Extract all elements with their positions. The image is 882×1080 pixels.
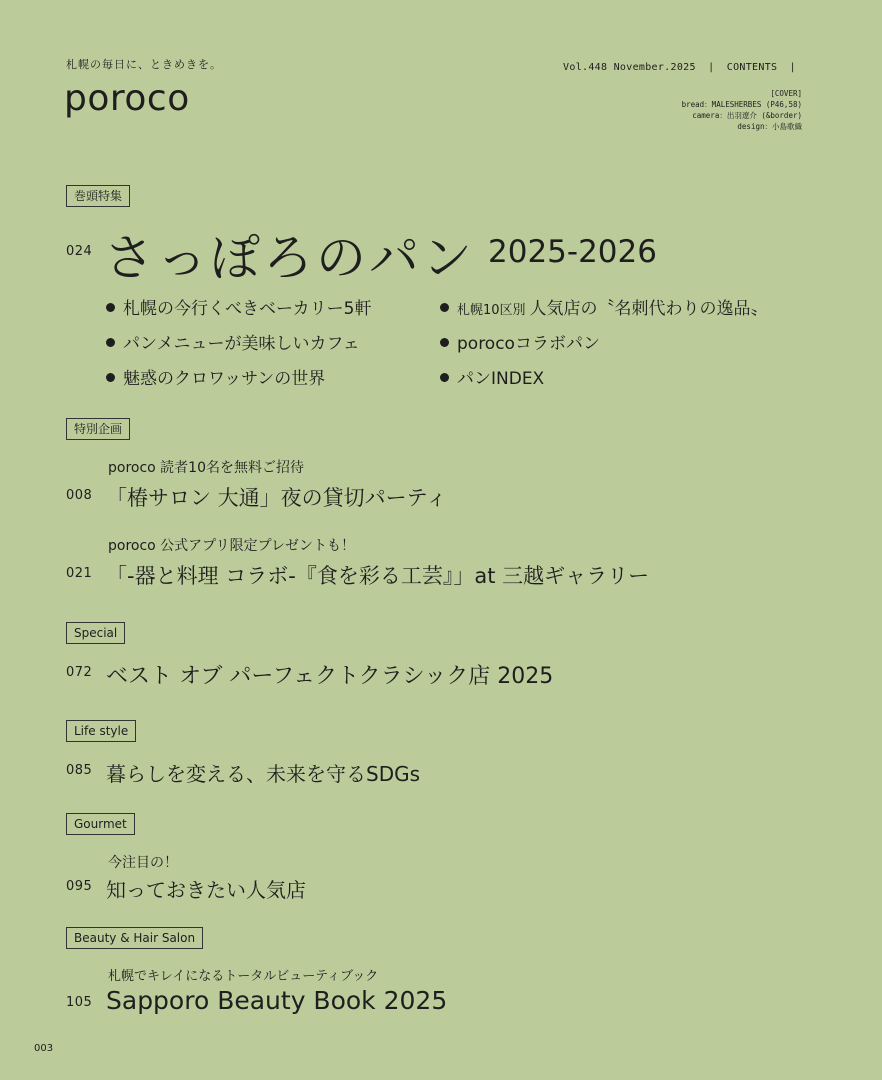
bullet-text: パンメニューが美味しいカフェ bbox=[123, 334, 360, 354]
section-label-feature: 巻頭特集 bbox=[66, 185, 130, 207]
feature-title[interactable]: さっぽろのパン bbox=[104, 229, 475, 287]
article-subtitle: 今注目の！ bbox=[108, 855, 178, 871]
feature-bullet[interactable] bbox=[106, 294, 371, 319]
article-title[interactable]: 知っておきたい人気店 bbox=[106, 878, 306, 902]
credit-line: [COVER] bbox=[770, 89, 802, 98]
article-title[interactable]: 「椿サロン 大通」夜の貸切パーティ bbox=[106, 486, 447, 510]
bullet-text: porocoコラボパン bbox=[457, 334, 600, 354]
feature-year: 2025-2026 bbox=[488, 234, 657, 270]
bullet-icon bbox=[440, 373, 449, 382]
section-label-beauty: Beauty & Hair Salon bbox=[66, 927, 203, 949]
bullet-icon bbox=[106, 373, 115, 382]
bullet-text: 札幌の今行くべきベーカリー5軒 bbox=[123, 299, 372, 319]
tagline: 札幌の毎日に、ときめきを。 bbox=[66, 58, 222, 71]
feature-bullet[interactable] bbox=[440, 364, 544, 389]
cover-credits bbox=[682, 88, 802, 132]
contents-label: CONTENTS bbox=[726, 62, 778, 73]
section-label-gourmet: Gourmet bbox=[66, 813, 135, 835]
article-subtitle: poroco 読者10名を無料ご招待 bbox=[108, 460, 304, 476]
page-number[interactable]: 105 bbox=[66, 995, 93, 1010]
bullet-text: パンINDEX bbox=[457, 369, 545, 389]
section-label-special-project: 特別企画 bbox=[66, 418, 130, 440]
feature-bullet[interactable] bbox=[440, 329, 600, 354]
page-number[interactable]: 085 bbox=[66, 763, 93, 778]
bullet-icon bbox=[440, 303, 449, 312]
article-title[interactable]: 「-器と料理 コラボ-『食を彩る工芸』」at 三越ギャラリー bbox=[106, 564, 650, 588]
article-title[interactable]: ベスト オブ パーフェクトクラシック店 2025 bbox=[106, 664, 554, 689]
section-label-special: Special bbox=[66, 622, 125, 644]
article-title[interactable]: Sapporo Beauty Book 2025 bbox=[106, 986, 448, 1015]
issue-header bbox=[563, 62, 802, 73]
article-subtitle: poroco 公式アプリ限定プレゼントも！ bbox=[108, 538, 356, 554]
page-number[interactable]: 095 bbox=[66, 879, 93, 894]
page-number[interactable]: 021 bbox=[66, 566, 93, 581]
bullet-text: 魅惑のクロワッサンの世界 bbox=[123, 369, 326, 389]
issue-number: Vol.448 November.2025 bbox=[563, 62, 696, 73]
magazine-logo: poroco bbox=[64, 78, 190, 119]
page-number[interactable]: 008 bbox=[66, 488, 93, 503]
credit-line: bread：MALESHERBES (P46,58) bbox=[681, 100, 802, 109]
page-number[interactable]: 072 bbox=[66, 665, 93, 680]
feature-bullet[interactable] bbox=[440, 294, 768, 319]
bullet-prefix: 札幌10区別 bbox=[457, 303, 526, 318]
section-label-life-style: Life style bbox=[66, 720, 136, 742]
page-number[interactable]: 024 bbox=[66, 244, 93, 259]
article-subtitle: 札幌でキレイになるトータルビューティブック bbox=[108, 969, 379, 984]
bullet-icon bbox=[106, 338, 115, 347]
credit-line: design：小島歌織 bbox=[737, 122, 802, 131]
divider: | bbox=[708, 62, 715, 73]
folio: 003 bbox=[34, 1043, 54, 1054]
feature-bullet[interactable] bbox=[106, 364, 325, 389]
feature-bullet[interactable] bbox=[106, 329, 360, 354]
credit-line: camera：出羽遼介 (&border) bbox=[692, 111, 802, 120]
article-title[interactable]: 暮らしを変える、未来を守るSDGs bbox=[106, 762, 421, 786]
bullet-text: 人気店の〝名刺代わりの逸品〟 bbox=[529, 299, 768, 319]
bullet-icon bbox=[440, 338, 449, 347]
divider: | bbox=[789, 62, 796, 73]
bullet-icon bbox=[106, 303, 115, 312]
